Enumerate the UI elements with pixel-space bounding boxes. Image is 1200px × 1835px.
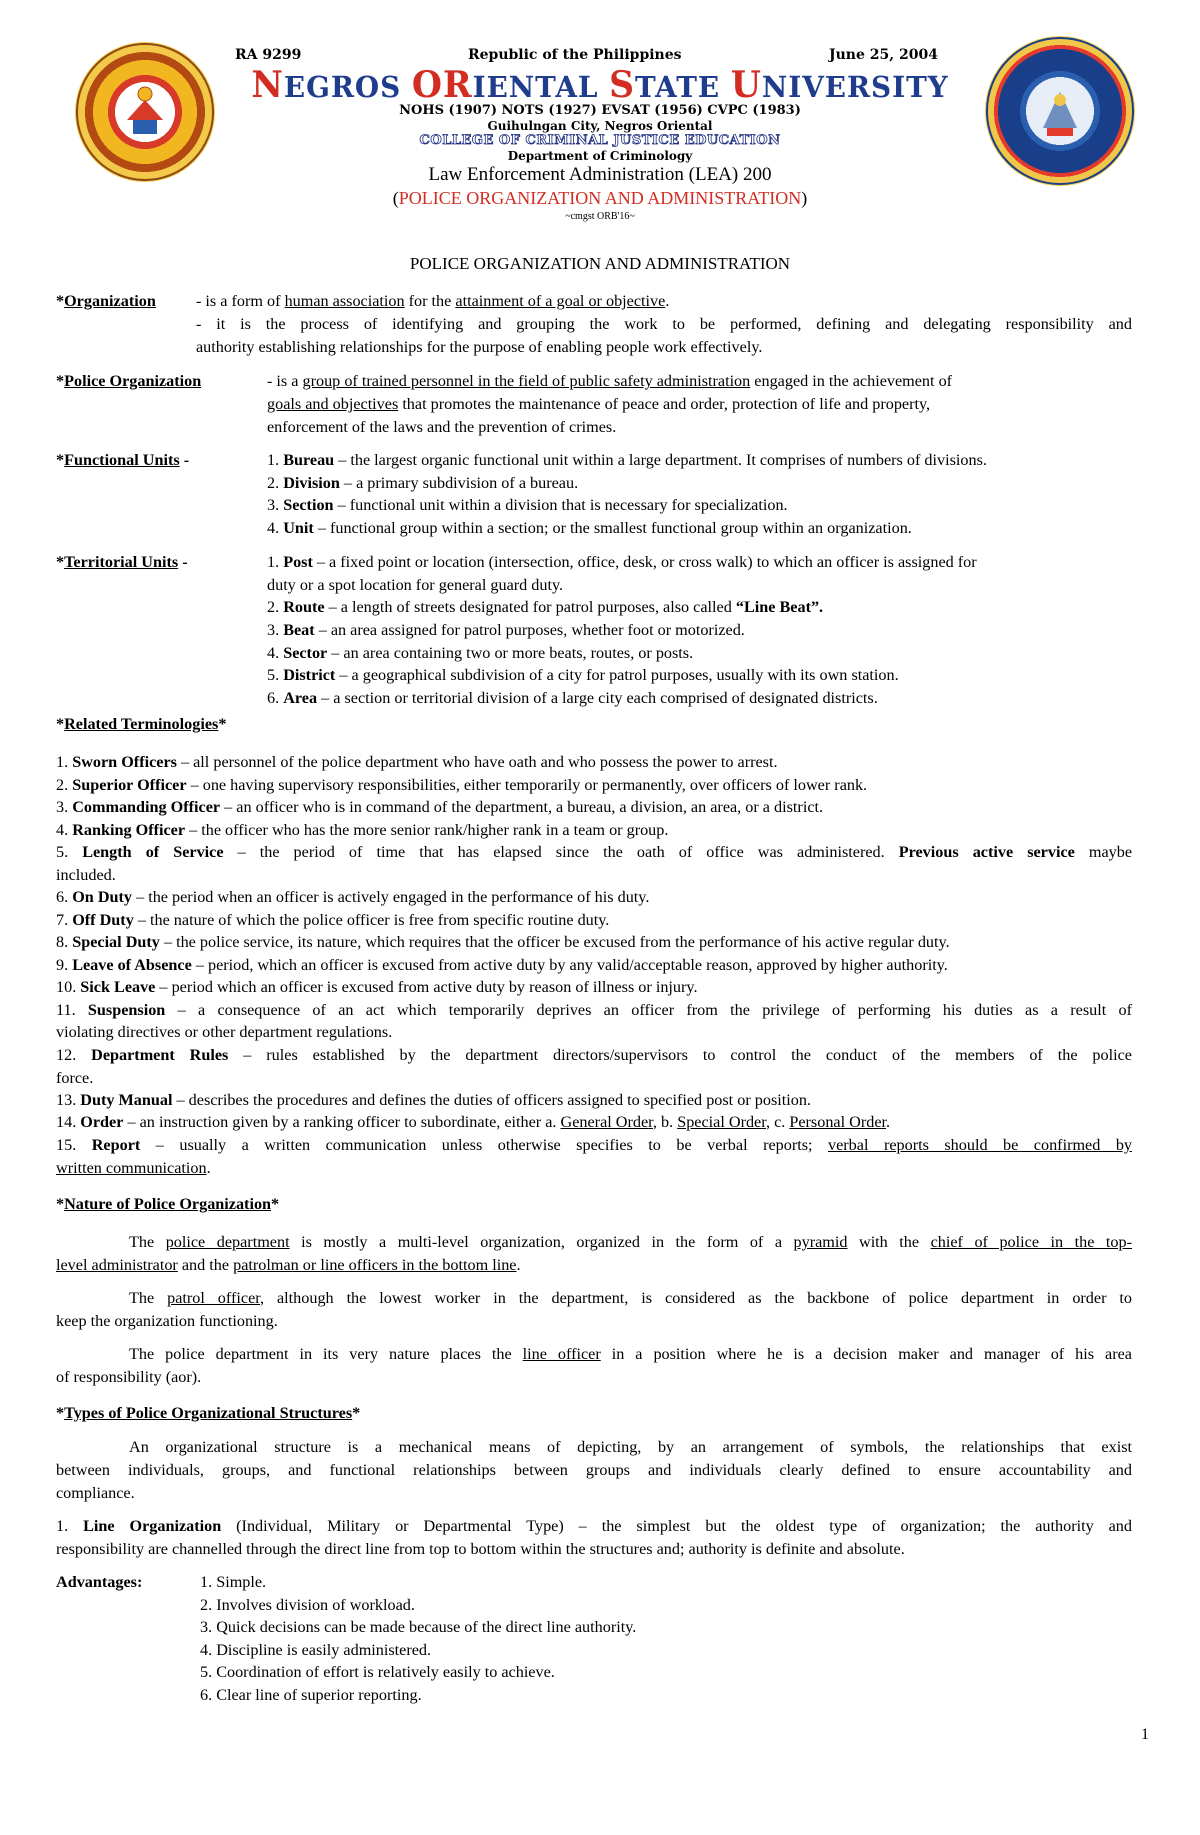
related-term-duty-manual: 13. Duty Manual – describes the procedures and defines the duties of officers assigned to specified post or position. — [56, 1091, 811, 1109]
related-term-item: 9. Leave of Absence – period, which an officer is excused from active duty by any valid/acceptable reason, approved by higher authority. — [56, 955, 948, 974]
line-organization: 1. Line Organization (Individual, Military or Departmental Type) – the simplest but the oldest type of organization; the authority and — [56, 1517, 1132, 1535]
territorial-unit-item: 3. Beat – an area assigned for patrol purposes, whether foot or motorized. — [267, 621, 745, 639]
advantage-item: 2. Involves division of workload. — [200, 1595, 415, 1614]
related-term-item: 3. Commanding Officer – an officer who is in command of the department, a bureau, a division, an area, or a district. — [56, 798, 824, 816]
organization-definition-2: - it is the process of identifying and grouping the work to be performed, defining and delegating responsibility and — [196, 315, 1132, 333]
course-subtitle: (POLICE ORGANIZATION AND ADMINISTRATION) — [392, 188, 808, 208]
advantage-item: 1. Simple. — [200, 1573, 267, 1591]
advantage-item: 4. Discipline is easily administered. — [200, 1640, 432, 1659]
republic-label: Republic of the Philippines — [468, 47, 682, 63]
nature-paragraph-1-cont: level administrator and the patrolman or line officers in the bottom line. — [56, 1256, 521, 1274]
nature-heading: *Nature of Police Organization* — [56, 1195, 280, 1213]
functional-unit-item: 2. Division – a primary subdivision of a bureau. — [267, 473, 579, 492]
functional-unit-item: 1. Bureau – the largest organic functional unit within a large department. It comprises of numbers of divisions. — [267, 451, 987, 469]
related-term-item: 6. On Duty – the period when an officer is actively engaged in the performance of his duty. — [56, 888, 650, 906]
functional-units-term: *Functional Units - — [56, 451, 190, 469]
advantage-item: 3. Quick decisions can be made because of the direct line authority. — [200, 1618, 637, 1636]
related-term-suspension: 11. Suspension – a consequence of an act which temporarily deprives an officer from the privilege of performing his duties as a result of — [56, 1001, 1132, 1019]
related-term-report-cont: written communication. — [56, 1159, 211, 1177]
territorial-unit-item: 6. Area – a section or territorial division of a large city each comprised of designated districts. — [267, 688, 878, 707]
territorial-unit-item: 4. Sector – an area containing two or more beats, routes, or posts. — [267, 643, 694, 662]
police-organization-definition-2: goals and objectives that promotes the maintenance of peace and order, protection of life and property, — [267, 395, 931, 413]
related-term-length-of-service-cont: included. — [56, 866, 116, 884]
nature-paragraph-2: The patrol officer, although the lowest worker in the department, is considered as the backbone of police department in order to — [129, 1289, 1133, 1307]
police-organization-definition-1: - is a group of trained personnel in the field of public safety administration engaged in the achievement of — [267, 372, 953, 390]
police-organization-definition-3: enforcement of the laws and the prevention of crimes. — [267, 418, 617, 436]
police-organization-term: *Police Organization — [56, 372, 202, 390]
line-organization-cont: responsibility are channelled through the direct line from top to bottom within the structures and; authority is definite and absolute. — [56, 1540, 905, 1558]
organization-definition-3: authority establishing relationships for the purpose of enabling people work effectively. — [196, 338, 763, 356]
page-number: 1 — [1141, 1726, 1149, 1743]
related-term-item: 4. Ranking Officer – the officer who has the more senior rank/higher rank in a team or group. — [56, 820, 669, 839]
functional-unit-item: 4. Unit – functional group within a section; or the smallest functional group within an organization. — [267, 518, 912, 537]
related-term-item: 1. Sworn Officers – all personnel of the police department who have oath and who possess the power to arrest. — [56, 753, 778, 771]
types-heading: *Types of Police Organizational Structures* — [56, 1404, 361, 1422]
types-paragraph-3: compliance. — [56, 1484, 135, 1502]
nature-paragraph-2-cont: keep the organization functioning. — [56, 1312, 278, 1330]
compiler-note: ~cmgst ORB'16~ — [565, 211, 635, 222]
related-term-item: 8. Special Duty – the police service, its nature, which requires that the officer be excused from the performance of his active regular duty. — [56, 933, 950, 952]
department-name: Department of Criminology — [507, 149, 693, 163]
functional-unit-item: 3. Section – functional unit within a division that is necessary for specialization. — [267, 496, 788, 514]
related-term-suspension-cont: violating directives or other department regulations. — [56, 1023, 393, 1041]
advantages-heading: Advantages: — [56, 1573, 143, 1591]
related-term-item: 2. Superior Officer – one having supervisory responsibilities, either temporarily or permanently, over officers of lower rank. — [56, 775, 868, 794]
territorial-units-term: *Territorial Units - — [56, 553, 188, 571]
related-term-department-rules: 12. Department Rules – rules established by the department directors/supervisors to control the conduct of the members of the police — [56, 1046, 1132, 1064]
university-city: Guihulngan City, Negros Oriental — [487, 119, 713, 133]
types-paragraph-2: between individuals, groups, and functional relationships between groups and individuals clearly defined to ensure accountability and — [56, 1461, 1132, 1479]
related-term-item: 7. Off Duty – the nature of which the police officer is free from specific routine duty. — [56, 910, 610, 929]
related-term-length-of-service: 5. Length of Service – the period of time that has elapsed since the oath of office was administered. Previous active service maybe — [56, 843, 1133, 861]
organization-definition-1: - is a form of human association for the attainment of a goal or objective. — [196, 292, 670, 310]
territorial-unit-item: 5. District – a geographical subdivision of a city for patrol purposes, usually with its own station. — [267, 666, 899, 684]
page-title: POLICE ORGANIZATION AND ADMINISTRATION — [409, 254, 791, 273]
nature-paragraph-3: The police department in its very nature places the line officer in a position where he is a decision maker and manager of his area — [129, 1345, 1132, 1363]
related-term-item: 10. Sick Leave – period which an officer is excused from active duty by reason of illness or injury. — [56, 978, 698, 997]
territorial-unit-route: 2. Route – a length of streets designated for patrol purposes, also called “Line Beat”. — [267, 598, 824, 616]
advantage-item: 5. Coordination of effort is relatively easily to achieve. — [200, 1663, 555, 1681]
college-name: COLLEGE OF CRIMINAL JUSTICE EDUCATION — [419, 133, 781, 148]
nature-paragraph-1: The police department is mostly a multi-level organization, organized in the form of a pyramid with the chief of police in the top- — [129, 1233, 1132, 1251]
types-paragraph-1: An organizational structure is a mechanical means of depicting, by an arrangement of symbols, the relationships that exist — [129, 1438, 1132, 1456]
related-term-report: 15. Report – usually a written communication unless otherwise specifies to be verbal reports; verbal reports should be confirmed by — [56, 1136, 1133, 1154]
nature-paragraph-3-cont: of responsibility (aor). — [56, 1368, 202, 1386]
republic-act-label: RA 9299 — [235, 47, 302, 63]
territorial-unit-post-cont: duty or a spot location for general guard duty. — [267, 576, 564, 594]
organization-term: *Organization — [56, 292, 156, 310]
advantage-item: 6. Clear line of superior reporting. — [200, 1685, 422, 1704]
charter-date: June 25, 2004 — [829, 47, 938, 63]
territorial-unit-post: 1. Post – a fixed point or location (intersection, office, desk, or cross walk) to which an officer is assigned for — [267, 553, 977, 571]
campus-units: NOHS (1907) NOTS (1927) EVSAT (1956) CVPC (1983) — [399, 103, 801, 118]
related-term-order: 14. Order – an instruction given by a ranking officer to subordinate, either a. General Order, b. Special Order, c. Personal Order. — [56, 1113, 891, 1131]
related-term-department-rules-cont: force. — [56, 1069, 94, 1087]
university-name: NEGROS ORIENTAL STATE UNIVERSITY — [251, 64, 949, 106]
course-title: Law Enforcement Administration (LEA) 200 — [428, 164, 772, 185]
related-terminologies-heading: *Related Terminologies* — [56, 715, 227, 733]
